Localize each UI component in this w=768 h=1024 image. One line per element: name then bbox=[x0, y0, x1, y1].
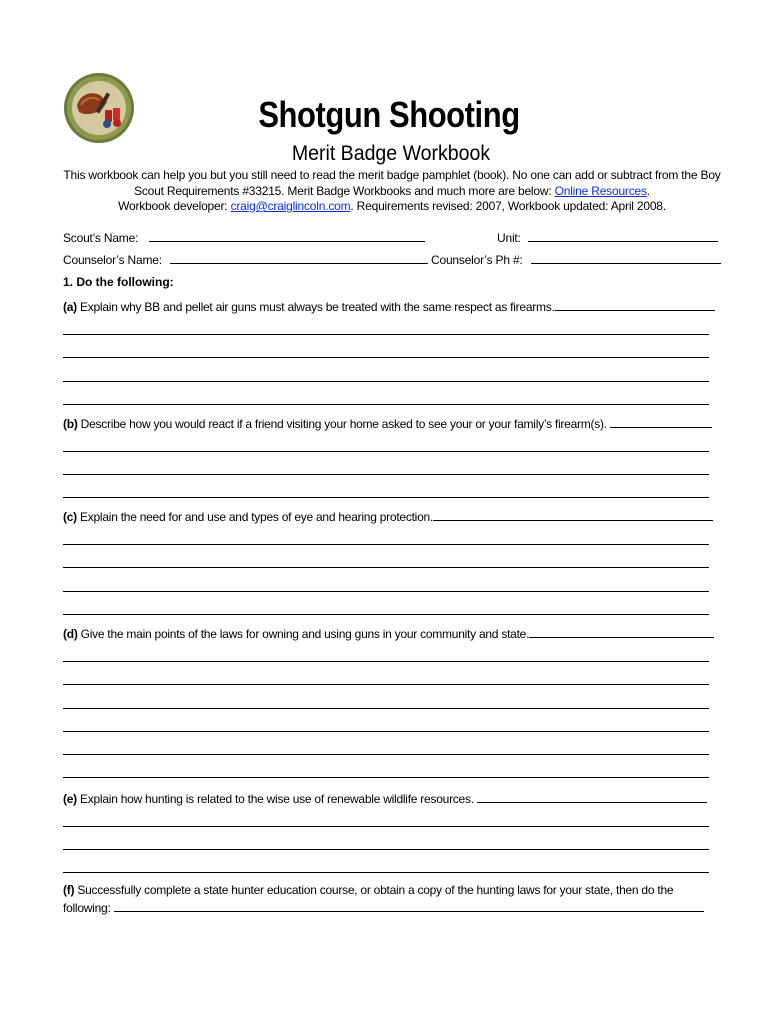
question-c-label: (c) bbox=[63, 510, 77, 524]
answer-line[interactable] bbox=[63, 567, 709, 568]
question-f-continuation-text: following: bbox=[63, 901, 114, 915]
question-e-label: (e) bbox=[63, 792, 77, 806]
answer-line[interactable] bbox=[63, 357, 709, 358]
answer-line[interactable] bbox=[63, 684, 709, 685]
intro-line-3 bbox=[58, 199, 726, 215]
answer-line[interactable] bbox=[610, 416, 712, 428]
question-b-text: Describe how you would react if a friend visiting your home asked to see your or your family’s firearm(s). bbox=[77, 417, 610, 431]
scout-name-row bbox=[63, 230, 425, 245]
answer-line[interactable] bbox=[63, 754, 709, 755]
answer-line[interactable] bbox=[63, 731, 709, 732]
page-subtitle: Merit Badge Workbook bbox=[291, 142, 491, 165]
intro-line-2-text: Scout Requirements #33215. Merit Badge Workbooks and much more are below: bbox=[134, 183, 555, 198]
answer-line[interactable] bbox=[433, 509, 713, 521]
intro-line-2 bbox=[58, 184, 726, 200]
answer-line[interactable] bbox=[63, 872, 709, 873]
question-d-text: Give the main points of the laws for owning and using guns in your community and state. bbox=[77, 627, 530, 641]
answer-line[interactable] bbox=[63, 591, 709, 592]
question-b bbox=[63, 416, 709, 431]
answer-line[interactable] bbox=[63, 826, 709, 827]
developer-email-link[interactable]: craig@craiglincoln.com bbox=[230, 199, 351, 213]
counselor-name-label: Counselor’s Name: bbox=[63, 253, 162, 267]
online-resources-link[interactable]: Online Resources bbox=[554, 183, 647, 198]
answer-line[interactable] bbox=[63, 404, 709, 405]
question-a-text: Explain why BB and pellet air guns must always be treated with the same respect as firearms. bbox=[76, 300, 555, 314]
answer-line[interactable] bbox=[63, 381, 709, 382]
intro-line-1: This workbook can help you but you still need to read the merit badge pamphlet (book). No one can add or subtract from the Boy bbox=[63, 168, 721, 182]
intro-line-3-end: . Requirements revised: 2007, Workbook updated: April 2008. bbox=[350, 199, 666, 213]
answer-line[interactable] bbox=[555, 299, 715, 311]
intro-line-3-text: Workbook developer: bbox=[118, 199, 231, 213]
question-c bbox=[63, 509, 709, 524]
answer-line[interactable] bbox=[63, 544, 709, 545]
scout-name-label: Scout’s Name: bbox=[63, 231, 139, 245]
scout-name-field[interactable] bbox=[149, 230, 425, 242]
answer-line[interactable] bbox=[63, 849, 709, 850]
counselor-phone-field[interactable] bbox=[531, 252, 721, 264]
question-d bbox=[63, 626, 709, 641]
question-f-text: Successfully complete a state hunter education course, or obtain a copy of the hunting laws for your state, then do the bbox=[74, 883, 674, 897]
question-a bbox=[63, 299, 709, 314]
question-a-label: (a) bbox=[63, 300, 77, 314]
answer-line[interactable] bbox=[114, 900, 704, 912]
answer-line[interactable] bbox=[63, 497, 709, 498]
question-e-text: Explain how hunting is related to the wise use of renewable wildlife resources. bbox=[76, 792, 477, 806]
counselor-name-field[interactable] bbox=[170, 252, 428, 264]
intro-paragraph bbox=[58, 168, 726, 215]
question-d-label: (d) bbox=[63, 627, 78, 641]
answer-line[interactable] bbox=[63, 614, 709, 615]
unit-label: Unit: bbox=[497, 231, 521, 245]
answer-line[interactable] bbox=[63, 708, 709, 709]
answer-line[interactable] bbox=[63, 334, 709, 335]
question-b-label: (b) bbox=[63, 417, 78, 431]
counselor-name-row bbox=[63, 252, 428, 267]
answer-line[interactable] bbox=[529, 626, 714, 638]
requirement-heading: 1. Do the following: bbox=[63, 275, 174, 289]
answer-line[interactable] bbox=[63, 777, 709, 778]
answer-line[interactable] bbox=[63, 451, 709, 452]
answer-line[interactable] bbox=[63, 661, 709, 662]
unit-row bbox=[497, 230, 718, 245]
counselor-phone-row bbox=[431, 252, 721, 267]
answer-line[interactable] bbox=[63, 474, 709, 475]
unit-field[interactable] bbox=[528, 230, 718, 242]
intro-line-2-end: . bbox=[646, 183, 650, 198]
counselor-phone-label: Counselor’s Ph #: bbox=[431, 253, 523, 267]
question-e bbox=[63, 791, 709, 806]
question-f-continuation bbox=[63, 900, 709, 915]
answer-line[interactable] bbox=[477, 791, 707, 803]
question-f bbox=[63, 883, 709, 897]
page-title: Shotgun Shooting bbox=[258, 94, 520, 135]
question-c-text: Explain the need for and use and types of eye and hearing protection. bbox=[76, 510, 434, 524]
question-f-label: (f) bbox=[63, 883, 75, 897]
